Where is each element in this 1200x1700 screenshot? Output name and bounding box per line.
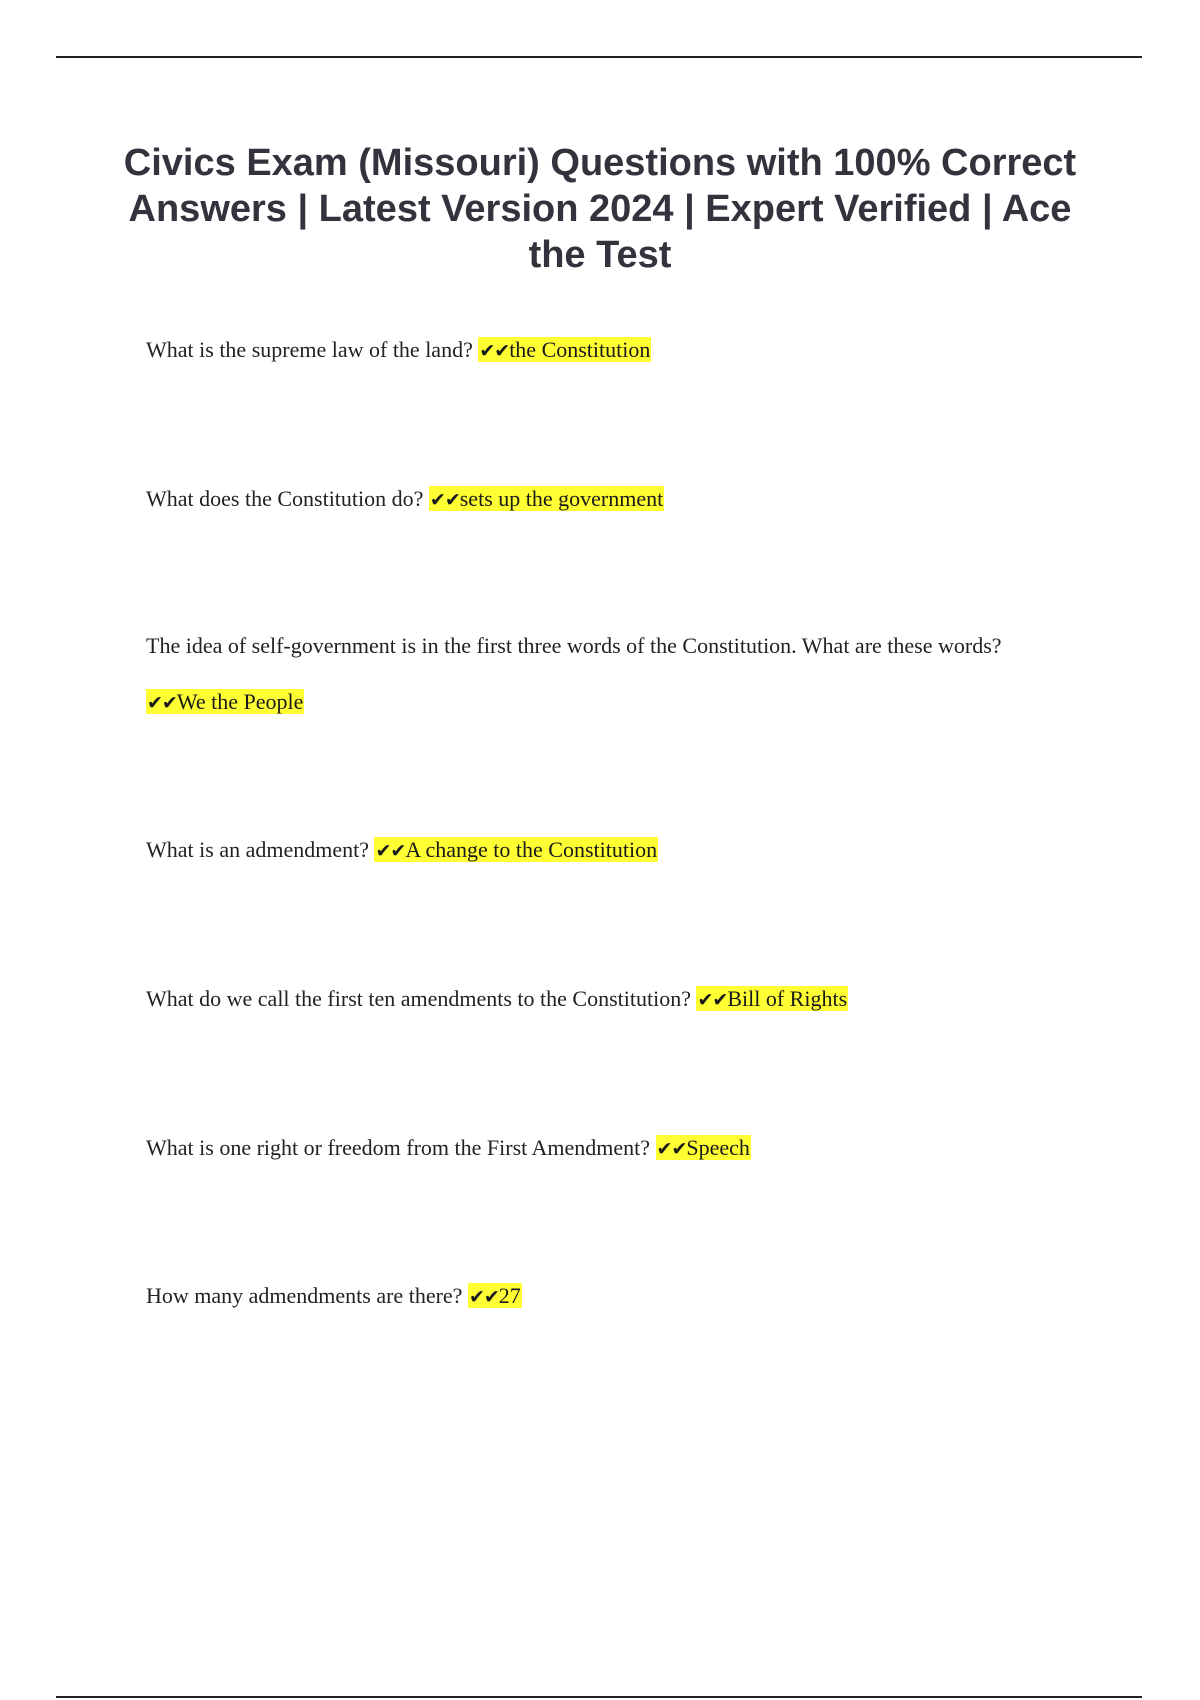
qa-item	[146, 836, 1106, 865]
answer-highlight	[696, 986, 848, 1011]
answer-text: Speech	[686, 1135, 750, 1160]
qa-item	[146, 485, 1106, 514]
bottom-rule	[56, 1696, 1142, 1698]
answer-highlight	[374, 837, 658, 862]
answer-text: the Constitution	[509, 337, 651, 362]
question-text: What is one right or freedom from the First Amendment?	[146, 1135, 651, 1160]
question-text: What is an admendment?	[146, 837, 369, 862]
double-check-icon: ✔✔	[479, 340, 510, 362]
double-check-icon: ✔✔	[375, 840, 406, 862]
answer-highlight	[429, 486, 664, 511]
qa-item	[146, 336, 1106, 365]
document-title: Civics Exam (Missouri) Questions with 100% Correct Answers | Latest Version 2024 | Expert Verified | Ace the Test	[123, 142, 1077, 276]
question-text: What does the Constitution do?	[146, 486, 424, 511]
question-text: The idea of self-government is in the first three words of the Constitution. What are these words?	[146, 633, 1002, 658]
answer-line	[146, 688, 1106, 717]
question-text: What is the supreme law of the land?	[146, 337, 473, 362]
double-check-icon: ✔✔	[656, 1138, 687, 1160]
question-text: How many admendments are there?	[146, 1283, 463, 1308]
qa-item	[146, 1134, 1106, 1163]
double-check-icon: ✔✔	[697, 989, 728, 1011]
answer-text: 27	[498, 1283, 521, 1308]
double-check-icon: ✔✔	[429, 489, 460, 511]
answer-highlight	[478, 337, 651, 362]
answer-text: A change to the Constitution	[405, 837, 658, 862]
answer-text: We the People	[176, 689, 304, 714]
answer-text: sets up the government	[459, 486, 664, 511]
double-check-icon: ✔✔	[147, 692, 177, 714]
answer-highlight	[146, 689, 304, 714]
qa-item	[146, 1282, 1106, 1311]
top-rule	[56, 56, 1142, 58]
qa-item	[146, 632, 1106, 717]
answer-highlight	[468, 1283, 522, 1308]
answer-text: Bill of Rights	[727, 986, 848, 1011]
question-text: What do we call the first ten amendments to the Constitution?	[146, 986, 691, 1011]
answer-highlight	[656, 1135, 751, 1160]
double-check-icon: ✔✔	[468, 1286, 499, 1308]
qa-item	[146, 985, 1106, 1014]
